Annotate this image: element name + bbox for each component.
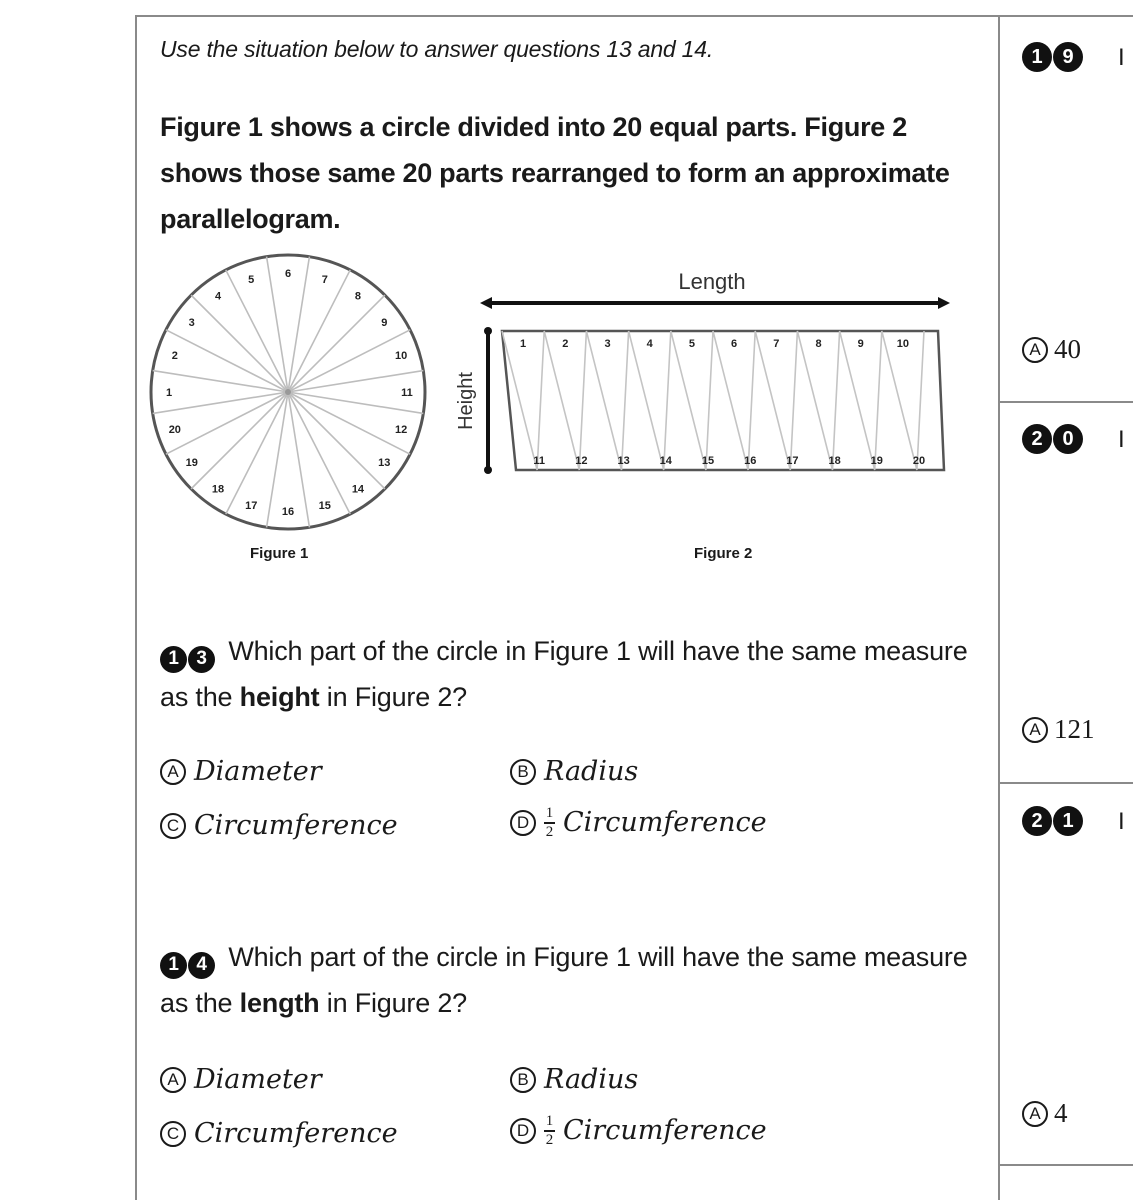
sector-label: 20	[168, 423, 181, 436]
sector-label: 15	[318, 500, 331, 513]
sector-label: 12	[395, 423, 408, 436]
sector-label: 17	[245, 500, 258, 513]
question-text: Which part of the circle in Figure 1 will have the same measure as the	[160, 942, 968, 1018]
question-19-choice-a[interactable]: A 40	[1022, 334, 1081, 365]
piece-label-bottom: 20	[912, 455, 926, 467]
sector-label: 9	[381, 317, 388, 330]
row-divider	[999, 782, 1133, 784]
length-arrowhead-left	[480, 297, 492, 309]
height-arrow-end	[484, 327, 492, 335]
sector-label: 6	[284, 268, 292, 280]
piece-label-bottom: 18	[828, 455, 841, 467]
piece-label-top: 3	[604, 338, 611, 350]
sector-label: 16	[281, 506, 295, 518]
question-21-badge: 2 1	[1022, 806, 1083, 836]
situation-text: Figure 1 shows a circle divided into 20 equal parts. Figure 2 shows those same 20 parts rearranged to form an approximate parallelogram.	[160, 112, 950, 234]
question-text-end: in Figure 2?	[326, 988, 467, 1018]
piece-label-bottom: 15	[701, 455, 715, 467]
question-20-text: I	[1118, 426, 1125, 453]
sector-label: 11	[401, 387, 413, 399]
piece-label-bottom: 14	[659, 455, 672, 467]
question-14	[160, 934, 990, 1026]
sector-label: 5	[248, 273, 255, 286]
q14-choice-a[interactable]: A Diameter	[160, 1064, 322, 1095]
question-13	[160, 628, 990, 720]
page-frame-top	[135, 15, 1133, 17]
question-19-badge: 1 9	[1022, 42, 1083, 72]
sector-label: 10	[395, 350, 408, 363]
question-number-badge: 1 4	[160, 952, 215, 979]
piece-label-top: 6	[731, 338, 738, 350]
sector-label: 3	[188, 317, 195, 330]
piece-label-top: 9	[857, 338, 864, 350]
question-keyword: length	[239, 988, 320, 1018]
figure-2-parallelogram	[450, 255, 970, 485]
q14-choice-c[interactable]: C Circumference	[160, 1118, 398, 1149]
column-divider	[998, 16, 1000, 1200]
figure-2-caption: Figure 2	[694, 545, 753, 562]
piece-label-bottom: 13	[617, 455, 630, 467]
question-text: Which part of the circle in Figure 1 will have the same measure as the	[160, 636, 968, 712]
height-label: Height	[455, 372, 477, 430]
q13-choice-b[interactable]: B Radius	[510, 756, 638, 787]
sector-label: 19	[185, 456, 198, 469]
piece-label-top: 8	[815, 338, 822, 350]
length-label: Length	[678, 269, 746, 294]
piece-label-bottom: 12	[575, 455, 588, 467]
question-20-choice-a[interactable]: A 121	[1022, 714, 1095, 745]
q13-choice-d[interactable]: D $\frac{1}{2}$ Circumference	[510, 806, 767, 840]
q13-choice-c[interactable]: C Circumference	[160, 810, 398, 841]
sector-label: 14	[351, 483, 365, 496]
figure-1-caption: Figure 1	[250, 545, 309, 562]
question-20-badge: 2 0	[1022, 424, 1083, 454]
piece-label-bottom: 11	[533, 455, 546, 467]
sector-label: 4	[214, 290, 222, 303]
q14-choice-d[interactable]: D $\frac{1}{2}$ Circumference	[510, 1114, 767, 1148]
sector-label: 18	[211, 483, 225, 496]
row-divider	[999, 1164, 1133, 1166]
piece-label-top: 10	[896, 338, 910, 350]
instructions: Use the situation below to answer questions 13 and 14.	[160, 36, 714, 62]
sector-label: 2	[171, 350, 178, 363]
question-21-text: I	[1118, 808, 1125, 835]
piece-label-top: 7	[773, 338, 780, 350]
piece-label-top: 2	[562, 338, 569, 350]
sector-label: 8	[354, 290, 362, 303]
question-21-choice-a[interactable]: A 4	[1022, 1098, 1068, 1129]
row-divider	[999, 401, 1133, 403]
piece-label-top: 1	[520, 338, 527, 350]
center-point	[285, 389, 291, 395]
question-keyword: height	[239, 682, 320, 712]
piece-label-bottom: 17	[786, 455, 799, 467]
sector-label: 7	[321, 273, 328, 286]
piece-label-bottom: 19	[870, 455, 883, 467]
piece-label-top: 5	[688, 338, 695, 350]
q14-choice-b[interactable]: B Radius	[510, 1064, 638, 1095]
piece-label-top: 4	[646, 338, 653, 350]
length-arrowhead-right	[938, 297, 950, 309]
sector-label: 1	[165, 387, 173, 399]
piece-label-bottom: 16	[744, 455, 757, 467]
page-frame-left	[135, 16, 137, 1200]
question-19-text: I	[1118, 44, 1125, 71]
question-number-badge: 1 3	[160, 646, 215, 673]
q13-choice-a[interactable]: A Diameter	[160, 756, 322, 787]
height-arrow-end	[484, 466, 492, 474]
question-text-end: in Figure 2?	[326, 682, 467, 712]
sector-label: 13	[378, 456, 391, 469]
figure-1-circle	[140, 245, 440, 535]
